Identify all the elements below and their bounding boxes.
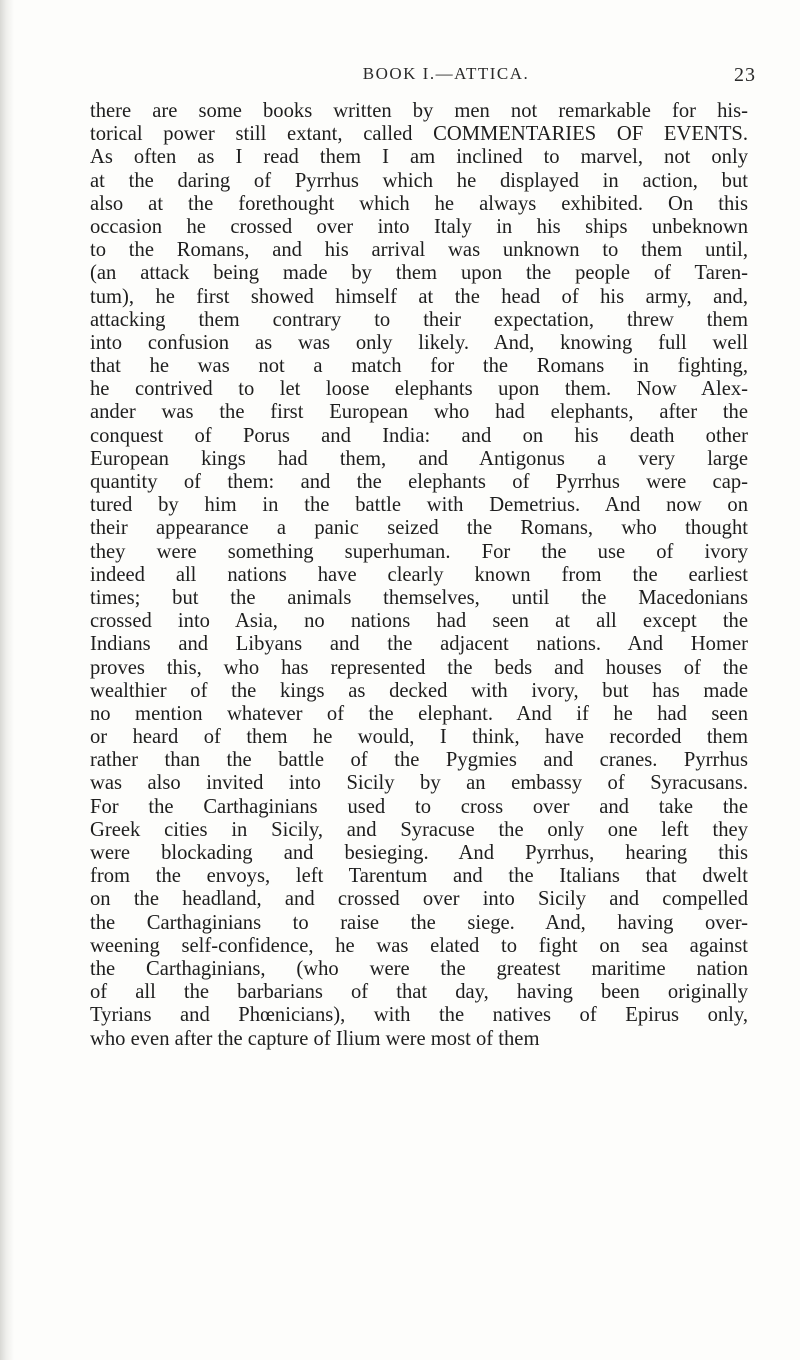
text-line: there are some books written by men not remarkable for his- xyxy=(90,100,748,122)
text-line: of all the barbarians of that day, having been originally xyxy=(90,981,748,1004)
text-line: who even after the capture of Ilium were most of them xyxy=(90,1027,540,1050)
body-text xyxy=(90,100,748,1051)
running-head-title: BOOK I.—ATTICA. xyxy=(362,64,530,83)
text-line: no mention whatever of the elephant. And if he had seen xyxy=(90,702,748,725)
text-line: European kings had them, and Antigonus a very large xyxy=(90,447,748,470)
text-line: proves this, who has represented the beds and houses of the xyxy=(90,656,748,679)
text-line: Indians and Libyans and the adjacent nations. And Homer xyxy=(90,633,748,656)
text-line: from the envoys, left Tarentum and the Italians that dwelt xyxy=(90,865,748,888)
text-line: Tyrians and Phœnicians), with the natives of Epirus only, xyxy=(90,1004,748,1027)
text-line: the Carthaginians, (who were the greatest maritime nation xyxy=(90,957,748,980)
running-head xyxy=(96,64,756,88)
text-line: crossed into Asia, no nations had seen at all except the xyxy=(90,610,748,633)
text-line: were blockading and besieging. And Pyrrhus, hearing this xyxy=(90,842,748,864)
text-line: ander was the first European who had elephants, after the xyxy=(90,401,748,424)
text-line: the Carthaginians to raise the siege. And, having over- xyxy=(90,911,748,934)
text-line: For the Carthaginians used to cross over and take the xyxy=(90,795,748,818)
text-line: their appearance a panic seized the Romans, who thought xyxy=(90,517,748,540)
text-line: quantity of them: and the elephants of Pyrrhus were cap- xyxy=(90,471,748,493)
text-line: at the daring of Pyrrhus which he displayed in action, but xyxy=(90,169,748,192)
text-line: indeed all nations have clearly known from the earliest xyxy=(90,563,748,586)
text-line: to the Romans, and his arrival was unknown to them until, xyxy=(90,239,748,262)
text-line: into confusion as was only likely. And, knowing full well xyxy=(90,331,748,354)
text-line: rather than the battle of the Pygmies and cranes. Pyrrhus xyxy=(90,749,748,772)
text-line: Greek cities in Sicily, and Syracuse the only one left they xyxy=(90,818,748,841)
text-line: he contrived to let loose elephants upon them. Now Alex- xyxy=(90,378,748,401)
text-line: occasion he crossed over into Italy in his ships unbeknown xyxy=(90,215,748,238)
text-line: times; but the animals themselves, until the Macedonians xyxy=(90,586,748,609)
page-number: 23 xyxy=(734,64,756,86)
text-line: tum), he first showed himself at the head of his army, and, xyxy=(90,285,748,308)
text-line: they were something superhuman. For the use of ivory xyxy=(90,540,748,563)
text-line: on the headland, and crossed over into Sicily and compelled xyxy=(90,888,748,911)
text-line: wealthier of the kings as decked with ivory, but has made xyxy=(90,679,748,702)
text-line: tured by him in the battle with Demetrius. And now on xyxy=(90,494,748,517)
binding-gutter xyxy=(0,0,14,1360)
text-line: weening self-confidence, he was elated to fight on sea against xyxy=(90,934,748,957)
text-line: (an attack being made by them upon the people of Taren- xyxy=(90,262,748,285)
text-line: was also invited into Sicily by an embassy of Syracusans. xyxy=(90,772,748,795)
text-line: or heard of them he would, I think, have recorded them xyxy=(90,726,748,749)
text-line: torical power still extant, called COMMENTARIES OF EVENTS. xyxy=(90,123,748,146)
text-line: attacking them contrary to their expectation, threw them xyxy=(90,308,748,331)
text-line: conquest of Porus and India: and on his death other xyxy=(90,424,748,447)
text-line: As often as I read them I am inclined to marvel, not only xyxy=(90,146,748,169)
text-line: also at the forethought which he always exhibited. On this xyxy=(90,192,748,215)
text-line: that he was not a match for the Romans in fighting, xyxy=(90,355,748,378)
